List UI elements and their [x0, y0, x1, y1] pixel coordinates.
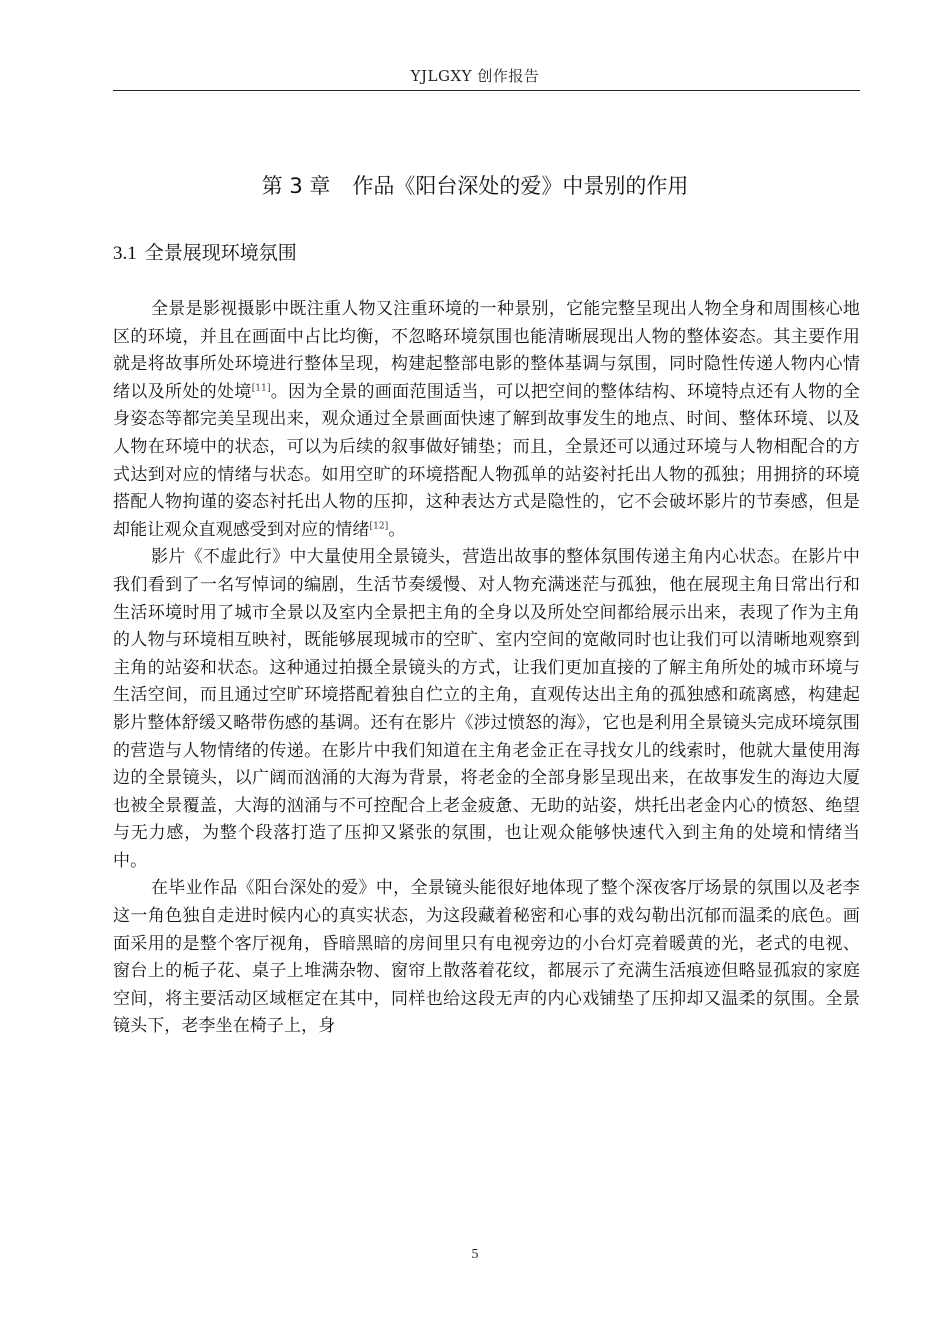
chapter-label: 第 3 章	[261, 174, 331, 198]
paragraph-3: 在毕业作品《阳台深处的爱》中，全景镜头能很好地体现了整个深夜客厅场景的氛围以及老李这一角色独自走进时候内心的真实状态，为这段藏着秘密和心事的戏勾勒出沉郁而温柔的底色。画面采用的是整个客厅视角，昏暗黑暗的房间里只有电视旁边的小台灯亮着暖黄的光，老式的电视、窗台上的栀子花、桌子上堆满杂物、窗帘上散落着花纹，都展示了充满生活痕迹但略显孤寂的家庭空间，将主要活动区域框定在其中，同样也给这段无声的内心戏铺垫了压抑却又温柔的氛围。全景镜头下，老李坐在椅子上，身	[113, 878, 860, 1037]
citation-12: [12]	[369, 521, 389, 532]
paragraph-1	[113, 296, 860, 544]
paragraph-1-part-2: 。因为全景的画面范围适当，可以把空间的整体结构、环境特点还有人物的全身姿态等都完美呈现出来，观众通过全景画面快速了解到故事发生的地点、时间、整体环境、以及人物在环境中的状态，可以为后续的叙事做好铺垫；而且，全景还可以通过环境与人物相配合的方式达到对应的情绪与状态。如用空旷的环境搭配人物孤单的站姿衬托出人物的孤独；用拥挤的环境搭配人物拘谨的姿态衬托出人物的压抑，这种表达方式是隐性的，它不会破坏影片的节奏感，但是却能让观众直观感受到对应的情绪	[113, 381, 860, 540]
page-number: 5	[471, 1247, 479, 1262]
chapter-name: 作品《阳台深处的爱》中景别的作用	[352, 174, 689, 198]
page-header: YJLGXY 创作报告	[410, 67, 540, 85]
section-title	[113, 240, 297, 267]
paragraph-1-part-1: 全景是影视摄影中既注重人物又注重环境的一种景别，它能完整呈现出人物全身和周围核心地区的环境，并且在画面中占比均衡，不忽略环境氛围也能清晰展现出人物的整体姿态。其主要作用就是将故事所处环境进行整体呈现，构建起整部电影的整体基调与氛围，同时隐性传递人物内心情绪以及所处的处境	[113, 299, 860, 402]
section-number: 3.1	[113, 243, 137, 264]
paragraph-2: 影片《不虚此行》中大量使用全景镜头，营造出故事的整体氛围传递主角内心状态。在影片中我们看到了一名写悼词的编剧，生活节奏缓慢、对人物充满迷茫与孤独，他在展现主角日常出行和生活环境时用了城市全景以及室内全景把主角的全身以及所处空间都给展示出来，表现了作为主角的人物与环境相互映衬，既能够展现城市的空旷、室内空间的宽敞同时也让我们可以清晰地观察到主角的站姿和状态。这种通过拍摄全景镜头的方式，让我们更加直接的了解主角所处的城市环境与生活空间，而且通过空旷环境搭配着独自伫立的主角，直观传达出主角的孤独感和疏离感，构建起影片整体舒缓又略带伤感的基调。还有在影片《涉过愤怒的海》，它也是利用全景镜头完成环境氛围的营造与人物情绪的传递。在影片中我们知道在主角老金正在寻找女儿的线索时，他就大量使用海边的全景镜头，以广阔而汹涌的大海为背景，将老金的全部身影呈现出来，在故事发生的海边大厦也被全景覆盖，大海的汹涌与不可控配合上老金疲惫、无助的站姿，烘托出老金内心的愤怒、绝望与无力感，为整个段落打造了压抑又紧张的氛围，也让观众能够快速代入到主角的处境和情绪当中。	[113, 547, 860, 871]
chapter-title	[0, 172, 950, 200]
paragraph-1-part-3: 。	[388, 519, 406, 540]
section-name: 全景展现环境氛围	[144, 242, 297, 264]
citation-11: [11]	[251, 383, 271, 394]
header-rule	[113, 90, 860, 91]
body-text	[113, 296, 860, 1041]
